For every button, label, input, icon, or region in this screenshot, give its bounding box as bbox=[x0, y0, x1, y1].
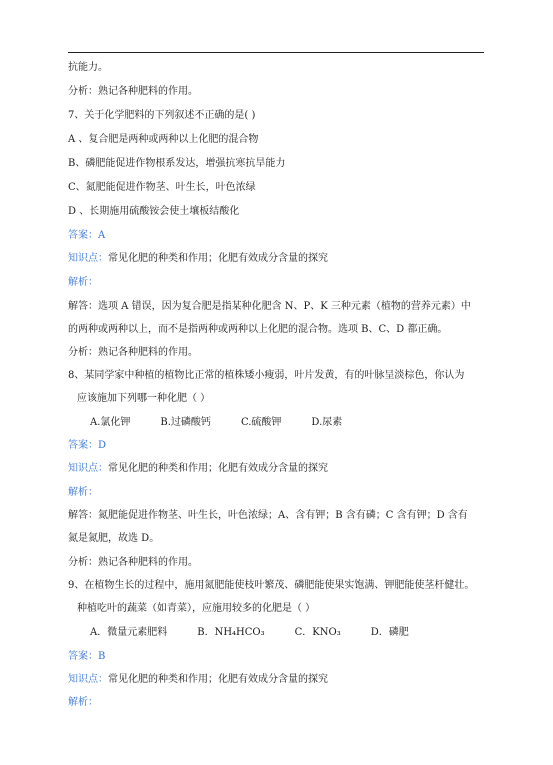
q9-option: C．KNO₃ bbox=[294, 627, 341, 638]
q8-explanation-label: 解析： bbox=[68, 487, 98, 498]
q8-answer: 答案：D bbox=[68, 440, 107, 451]
knowledge-label: 知识点： bbox=[68, 463, 108, 474]
q7-explanation-2: 的两种或两种以上，而不是指两种或两种以上化肥的混合物。选项 B、C、D 都正确。 bbox=[68, 324, 448, 335]
q7-explanation-1: 解答：选项 A 错误，因为复合肥是指某种化肥含 N、P、K 三种元素（植物的营养元素）中 bbox=[68, 301, 471, 312]
q9-options bbox=[90, 626, 439, 640]
q8-option: B.过磷酸钙 bbox=[160, 417, 211, 428]
q7-analysis: 分析：熟记各种肥料的作用。 bbox=[68, 347, 198, 358]
q8-explanation-1: 解答：氮肥能促进作物茎、叶生长，叶色浓绿；A、含有钾；B 含有磷；C 含有钾；D 含有 bbox=[68, 510, 468, 521]
q7-explanation-label: 解析： bbox=[68, 277, 98, 288]
q8-analysis: 分析：熟记各种肥料的作用。 bbox=[68, 557, 198, 568]
question-9-cont: 种植吃叶的蔬菜（如青菜），应施用较多的化肥是（ ） bbox=[77, 603, 316, 614]
knowledge-text: 常见化肥的种类和作用；化肥有效成分含量的探究 bbox=[108, 253, 328, 264]
q9-explanation-label: 解析： bbox=[68, 697, 98, 708]
knowledge-text: 常见化肥的种类和作用；化肥有效成分含量的探究 bbox=[108, 463, 328, 474]
q7-option-b: B、磷肥能促进作物根系发达，增强抗寒抗旱能力 bbox=[68, 158, 286, 169]
question-8-cont: 应该施加下列哪一种化肥（ ） bbox=[77, 393, 211, 404]
q8-option: D.尿素 bbox=[311, 417, 343, 428]
q8-option: C.硫酸钾 bbox=[240, 417, 282, 428]
knowledge-text: 常见化肥的种类和作用；化肥有效成分含量的探究 bbox=[108, 674, 328, 685]
q7-option-c: C、氮肥能促进作物茎、叶生长，叶色浓绿 bbox=[68, 182, 256, 193]
q9-option: D．磷肥 bbox=[370, 627, 409, 638]
q9-option: B．NH₄HCO₃ bbox=[197, 627, 265, 638]
knowledge-label: 知识点： bbox=[68, 674, 108, 685]
q8-options bbox=[90, 416, 372, 430]
question-7: 7、关于化学肥料的下列叙述不正确的是( ) bbox=[68, 110, 256, 121]
q8-option: A.氯化钾 bbox=[90, 417, 131, 428]
q8-explanation-2: 氮是氮肥，故选 D。 bbox=[68, 533, 160, 544]
text-line: 抗能力。 bbox=[68, 62, 108, 73]
analysis-line: 分析：熟记各种肥料的作用。 bbox=[68, 86, 198, 97]
question-8: 8、某同学家中种植的植物比正常的植株矮小瘦弱，叶片发黄，有的叶脉呈淡棕色，你认为 bbox=[68, 370, 465, 381]
q7-knowledge-point bbox=[68, 252, 328, 266]
q8-knowledge-point bbox=[68, 462, 328, 476]
header-rule bbox=[68, 52, 484, 53]
q9-answer: 答案：B bbox=[68, 651, 106, 662]
q9-option: A．微量元素肥料 bbox=[90, 627, 168, 638]
q9-knowledge-point bbox=[68, 673, 328, 687]
q7-option-a: A 、复合肥是两种或两种以上化肥的混合物 bbox=[68, 134, 259, 145]
knowledge-label: 知识点： bbox=[68, 253, 108, 264]
q7-option-d: D 、长期施用硫酸铵会使土壤板结酸化 bbox=[68, 206, 240, 217]
question-9: 9、在植物生长的过程中，施用氮肥能使枝叶繁茂、磷肥能使果实饱满、钾肥能使茎杆健壮。 bbox=[68, 580, 475, 591]
q7-answer: 答案：A bbox=[68, 230, 106, 241]
